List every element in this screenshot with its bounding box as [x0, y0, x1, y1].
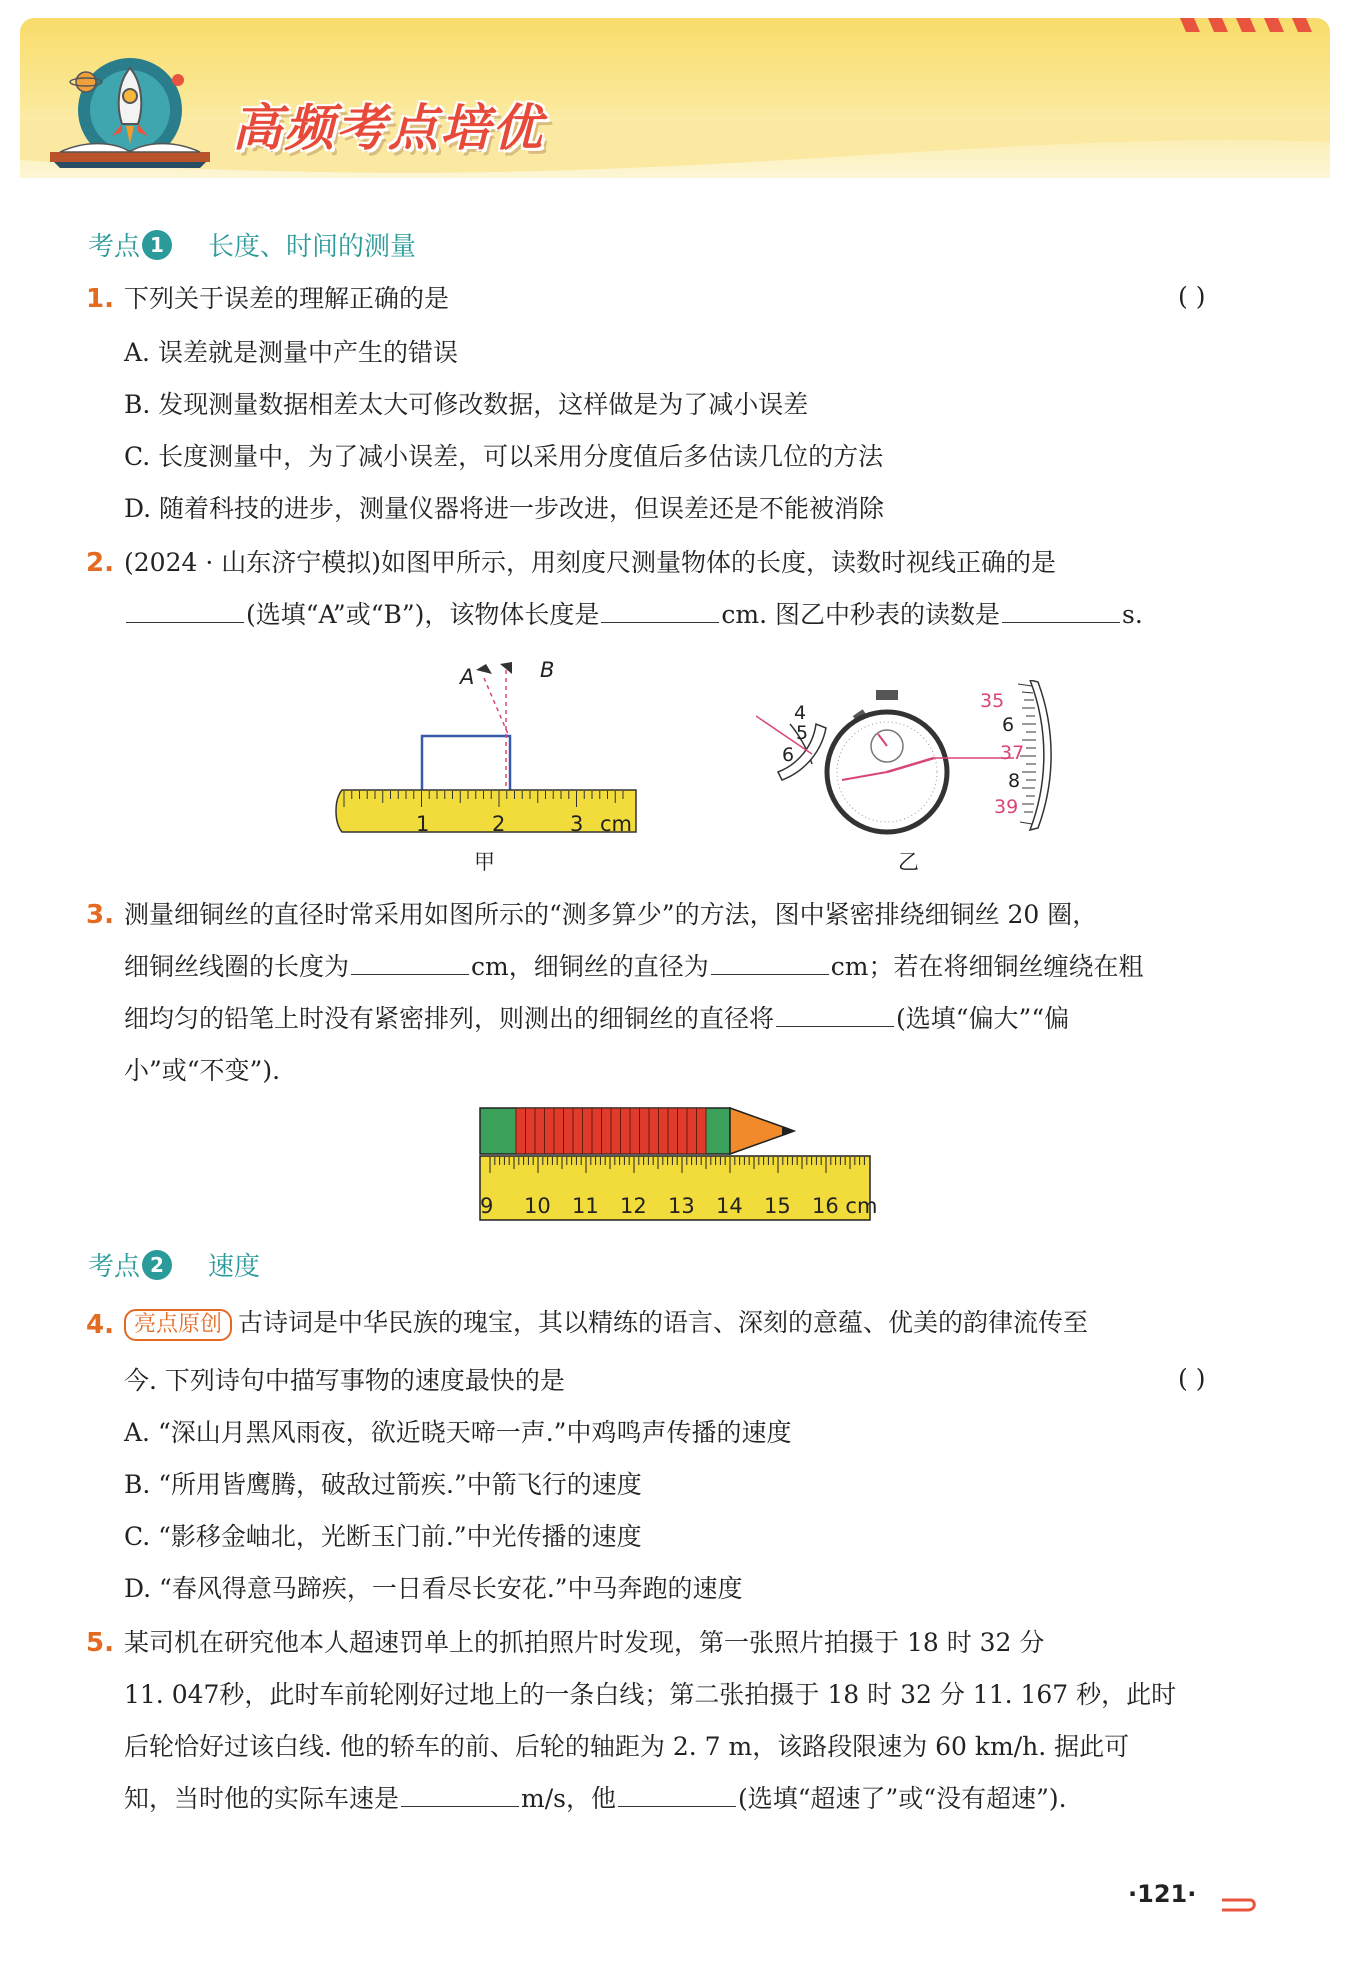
- q5-line4: [124, 1782, 1067, 1816]
- sight-line-a: [484, 678, 508, 734]
- q4-text: 古诗词是中华民族的瑰宝，其以精练的语言、深刻的意蕴、优美的韵律流传至: [238, 1308, 1089, 1337]
- q5-text-b: m/s，他: [521, 1784, 616, 1813]
- answer-blank[interactable]: [776, 1002, 894, 1027]
- section-title: 速度: [208, 1252, 261, 1282]
- second-dial-label: 37: [1000, 742, 1025, 764]
- answer-blank[interactable]: [1002, 598, 1120, 623]
- ruler-unit-label: cm: [600, 812, 633, 836]
- question-number: 5.: [86, 1628, 114, 1658]
- second-dial-label: 6: [1002, 714, 1015, 736]
- q1-option-b: B. 发现测量数据相差太大可修改数据，这样做是为了减小误差: [124, 390, 809, 419]
- ruler-body: [336, 790, 636, 832]
- page-header-title: 高频考点培优: [232, 99, 544, 157]
- q4-option-a: A. “深山月黑风雨夜，欲近晓天啼一声.”中鸡鸣声传播的速度: [124, 1418, 792, 1447]
- ruler-tick-label: 16 cm: [812, 1194, 878, 1218]
- q2-text-b: cm. 图乙中秒表的读数是: [721, 600, 1000, 629]
- question-number: 1.: [86, 284, 114, 314]
- ruler-tick-label: 12: [620, 1194, 647, 1218]
- ruler-tick-label: 10: [524, 1194, 551, 1218]
- section-2-heading: [88, 1246, 260, 1283]
- second-dial-label: 39: [994, 796, 1019, 818]
- q1-option-d: D. 随着科技的进步，测量仪器将进一步改进，但误差还是不能被消除: [124, 494, 885, 523]
- question-number: 3.: [86, 900, 114, 930]
- ruler-tick-label: 11: [572, 1194, 599, 1218]
- page-number: ·121·: [1128, 1880, 1197, 1908]
- q4-line1: [124, 1306, 1088, 1341]
- q3-line3: [124, 1002, 1069, 1036]
- q1-stem: 下列关于误差的理解正确的是: [124, 284, 450, 313]
- ruler-tick-label: 13: [668, 1194, 695, 1218]
- q3-line2: [124, 950, 1143, 984]
- original-tag: 亮点原创: [124, 1309, 232, 1341]
- ruler-tick-label: 1: [416, 812, 430, 836]
- ruler-tick-label: 14: [716, 1194, 743, 1218]
- answer-paren: ( ): [1178, 282, 1206, 311]
- q3-line4: 小”或“不变”).: [124, 1056, 281, 1085]
- q3-text-c: cm；若在将细铜丝缠绕在粗: [830, 952, 1144, 981]
- q1-option-c: C. 长度测量中，为了减小误差，可以采用分度值后多估读几位的方法: [124, 442, 884, 471]
- q4-option-d: D. “春风得意马蹄疾，一日看尽长安花.”中马奔跑的速度: [124, 1574, 743, 1603]
- answer-paren: ( ): [1178, 1364, 1206, 1393]
- q4-line2: 今. 下列诗句中描写事物的速度最快的是: [124, 1366, 565, 1395]
- section-number-badge: 1: [142, 230, 172, 260]
- page-arrow-icon: [1222, 1888, 1258, 1912]
- banner-stripes: [1180, 18, 1330, 32]
- answer-blank[interactable]: [126, 598, 244, 623]
- minute-dial-label: 5: [796, 722, 809, 744]
- answer-blank[interactable]: [618, 1782, 736, 1807]
- section-title: 长度、时间的测量: [208, 232, 417, 262]
- section-1-heading: [88, 226, 416, 263]
- q2-line2: [124, 598, 1143, 632]
- answer-blank[interactable]: [711, 950, 829, 975]
- section-label: 考点: [88, 232, 141, 262]
- q3-line1: 测量细铜丝的直径时常采用如图所示的“测多算少”的方法，图中紧密排绕细铜丝 20 圈，: [124, 900, 1098, 929]
- stopwatch-crown: [876, 690, 898, 700]
- answer-blank[interactable]: [351, 950, 469, 975]
- q4-option-c: C. “影移金岫北，光断玉门前.”中光传播的速度: [124, 1522, 642, 1551]
- ruler-tick-label: 3: [570, 812, 584, 836]
- q3-text-b: cm，细铜丝的直径为: [471, 952, 709, 981]
- second-dial-label: 8: [1008, 770, 1021, 792]
- section-number-badge: 2: [142, 1250, 172, 1280]
- question-number: 4.: [86, 1310, 114, 1340]
- ruler-tick-label: 15: [764, 1194, 791, 1218]
- ruler-tick-label: 2: [492, 812, 506, 836]
- q5-text-a: 知，当时他的实际车速是: [124, 1784, 400, 1813]
- measured-block: [422, 736, 510, 792]
- q5-text-c: (选填“超速了”或“没有超速”).: [737, 1784, 1067, 1813]
- q3-text-e: (选填“偏大”“偏: [896, 1004, 1070, 1033]
- ruler-tick-label: 9: [480, 1194, 494, 1218]
- eye-icon: [476, 664, 492, 674]
- banner-wave: [20, 120, 1330, 200]
- q4-option-b: B. “所用皆鹰腾，破敌过箭疾.”中箭飞行的速度: [124, 1470, 642, 1499]
- q1-option-a: A. 误差就是测量中产生的错误: [124, 338, 458, 367]
- question-number: 2.: [86, 548, 114, 578]
- second-dial-label: 35: [980, 690, 1005, 712]
- rocket-book-icon: [50, 40, 210, 185]
- q3-text-a: 细铜丝线圈的长度为: [124, 952, 350, 981]
- answer-blank[interactable]: [401, 1782, 519, 1807]
- answer-blank[interactable]: [601, 598, 719, 623]
- section-label: 考点: [88, 1252, 141, 1282]
- minute-dial-label: 4: [794, 702, 807, 724]
- eye-label-a: A: [460, 665, 475, 689]
- q3-text-d: 细均匀的铅笔上时没有紧密排列，则测出的细铜丝的直径将: [124, 1004, 775, 1033]
- q5-line2: 11. 047秒，此时车前轮刚好过地上的一条白线；第二张拍摄于 18 时 32 分 11. 167 秒，此时: [124, 1680, 1177, 1709]
- q2-text-a: (选填“A”或“B”)，该物体长度是: [246, 600, 600, 629]
- eye-label-b: B: [540, 658, 555, 682]
- q2-text-c: s.: [1122, 600, 1143, 629]
- figure-caption: 甲: [474, 850, 495, 874]
- q5-line3: 后轮恰好过该白线. 他的轿车的前、后轮的轴距为 2. 7 m，该路段限速为 60 km/h. 据此可: [124, 1732, 1130, 1761]
- q2-line1: (2024 · 山东济宁模拟)如图甲所示，用刻度尺测量物体的长度，读数时视线正确的是: [124, 548, 1056, 577]
- figure-caption: 乙: [898, 850, 919, 874]
- minute-dial-label: 6: [782, 744, 795, 766]
- q5-line1: 某司机在研究他本人超速罚单上的抓拍照片时发现，第一张照片拍摄于 18 时 32 分: [124, 1628, 1045, 1657]
- second-scale-zoom: [1030, 680, 1051, 830]
